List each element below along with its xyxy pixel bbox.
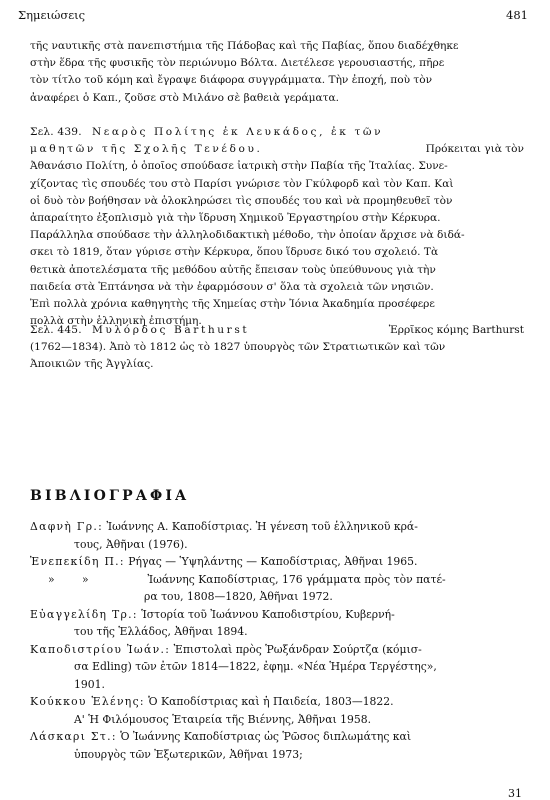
bib-entry	[30, 553, 524, 571]
note-heading-line	[30, 124, 524, 141]
text-line: παιδεία στὰ Ἑπτάνησα νὰ τὴν ἐφαρμόσουν σ' ὅλα τὰ σχολειὰ τῶν νησιῶν.	[30, 280, 434, 293]
text-line: χίζοντας τὶς σπουδές του στὸ Παρίσι γνώρισε τὸν Γκύλφορδ καὶ τὸν Καπ. Καὶ	[30, 177, 454, 190]
note-445	[30, 322, 524, 374]
bib-title: Ἐπιστολαὶ πρὸς Ῥωξάνδραν Σούρτζα (κόμισ-	[173, 642, 422, 656]
text-line: Ἀποικιῶν τῆς Ἀγγλίας.	[30, 358, 154, 371]
bib-title: Ὁ Καποδίστριας καὶ ἡ Παιδεία, 1803—1822.	[148, 695, 394, 708]
bib-entry-cont: 1901.	[74, 677, 105, 691]
bib-entry	[30, 606, 524, 624]
bib-entry	[30, 693, 524, 711]
text-line: Ἐπὶ πολλὰ χρόνια καθηγητὴς τῆς Χημείας στὴν Ἰόνια Ἀκαδημία προσέφερε	[30, 298, 435, 311]
running-header: Σημειώσεις	[18, 8, 86, 22]
note-439	[30, 124, 524, 330]
note-heading: Μυλόρδος Barthurst	[91, 324, 250, 336]
bib-title: Ὁ Ἰωάννης Καποδίστριας ὡς Ῥῶσος διπλωμάτης καὶ	[120, 730, 412, 743]
text-fragment: Ἐρρῖκος κόμης Barthurst	[388, 324, 524, 336]
bib-entry-cont: ὑπουργὸς τῶν Ἐξωτερικῶν, Ἀθῆναι 1973;	[74, 747, 303, 761]
bib-title: Ἰωάννης Α. Καποδίστριας. Ἡ γένεση τοῦ ἑλληνικοῦ κρά-	[106, 520, 418, 533]
bib-entry-cont: σα Edling) τῶν ἐτῶν 1814—1822, ἐφημ. «Νέα Ἡμέρα Τεργέστης»,	[74, 660, 437, 673]
text-line: πολλὰ στὴν ἑλληνικὴ ἐπιστήμη.	[30, 315, 202, 328]
bib-author: Λάσκαρι Στ.:	[30, 730, 117, 743]
note-heading-line	[30, 141, 524, 158]
text-line: Παράλληλα σπούδασε τὴν ἀλληλοδιδακτικὴ μέθοδο, τὴν ὁποίαν ἄρχισε νὰ διδά-	[30, 229, 465, 242]
note-continuation	[30, 38, 524, 107]
note-heading: Νεαρὸς Πολίτης ἐκ Λευκάδος, ἐκ τῶν	[91, 126, 384, 138]
bib-author: Δαφνὴ Γρ.:	[30, 520, 104, 533]
note-heading-line	[30, 322, 524, 339]
bib-title: Ἱστορία τοῦ Ἰωάννου Καποδιστρίου, Κυβερνή-	[141, 607, 395, 621]
text-line: Ἀθανάσιο Πολίτη, ὁ ὁποῖος σπούδασε ἰατρικὴ στὴν Παβία τῆς Ἰταλίας. Συνε-	[30, 160, 448, 173]
note-label: Σελ. 439.	[30, 126, 82, 138]
bib-author: Κούκκου Ἑλένης:	[30, 695, 145, 708]
bib-entry-cont: ρα του, 1808—1820, Ἀθῆναι 1972.	[144, 590, 333, 603]
text-line: οἱ δυὸ τὸν βοήθησαν νὰ ὁλοκληρώσει τὶς σπουδές του καὶ νὰ προμηθευθεῖ τὸν	[30, 194, 453, 207]
text-line: (1762—1834). Ἀπὸ τὸ 1812 ὡς τὸ 1827 ὑπουργὸς τῶν Στρατιωτικῶν καὶ τῶν	[30, 341, 446, 354]
signature-mark: 31	[508, 787, 522, 800]
bib-entry	[30, 571, 524, 589]
bib-ditto-mark: » »	[48, 572, 89, 586]
text-fragment: Πρόκειται γιὰ τὸν	[425, 143, 524, 156]
text-line: ἀναφέρει ὁ Καπ., ζοῦσε στὸ Μιλάνο σὲ βαθειὰ γεράματα.	[30, 91, 340, 104]
text-line: στὴν ἕδρα τῆς φυσικῆς τὸν περιώνυμο Βόλτα. Διετέλεσε γερουσιαστής, πῆρε	[30, 57, 445, 70]
bib-author: Καποδιστρίου Ἰωάν.:	[30, 642, 171, 656]
text-line: τὸν τίτλο τοῦ κόμη καὶ ἔγραψε διάφορα συγγράμματα. Τὴν ἐποχή, ποὺ τὸν	[30, 74, 433, 87]
text-line: σκει τὸ 1819, ὅταν γύρισε στὴν Κέρκυρα, ὅπου ἵδρυσε δικό του σχολειό. Τὰ	[30, 246, 439, 259]
bib-entry	[30, 728, 524, 746]
bib-entry-cont: του τῆς Ἑλλάδος, Ἀθῆναι 1894.	[74, 625, 248, 638]
bib-title: Ἰωάννης Καποδίστριας, 176 γράμματα πρὸς τὸν πατέ-	[147, 572, 446, 586]
text-line: τῆς ναυτικῆς στὰ πανεπιστήμια τῆς Πάδοβας καὶ τῆς Παβίας, ὅπου διαδέχθηκε	[30, 40, 459, 52]
note-label: Σελ. 445.	[30, 324, 82, 336]
note-heading-cont: μαθητῶν τῆς Σχολῆς Τενέδου.	[30, 143, 263, 156]
bib-entry-cont: Α' Ἡ Φιλόμουσος Ἑταιρεία τῆς Βιέννης, Ἀθῆναι 1958.	[74, 712, 372, 726]
bib-entry	[30, 641, 524, 659]
text-line: θετικὰ ἀποτελέσματα τῆς μεθόδου αὐτῆς ἔπεισαν τοὺς ὑπεύθυνους γιὰ τὴν	[30, 263, 436, 276]
bibliography-list	[30, 518, 524, 763]
text-line: ἀπαραίτητο ἐξοπλισμὸ γιὰ τὴν ἵδρυση Χημικοῦ Ἐργαστηρίου στὴν Κέρκυρα.	[30, 212, 441, 225]
bib-entry-cont: τους, Ἀθῆναι (1976).	[74, 537, 188, 551]
page-number: 481	[506, 8, 528, 22]
bib-entry	[30, 518, 524, 536]
bib-author: Ἐνεπεκίδη Π.:	[30, 555, 125, 568]
bib-author: Εὐαγγελίδη Τρ.:	[30, 607, 138, 621]
bib-title: Ρήγας — Ὑψηλάντης — Καποδίστριας, Ἀθῆναι 1965.	[128, 555, 418, 568]
bibliography-title: ΒΙΒΛΙΟΓΡΑΦΙΑ	[30, 488, 190, 504]
